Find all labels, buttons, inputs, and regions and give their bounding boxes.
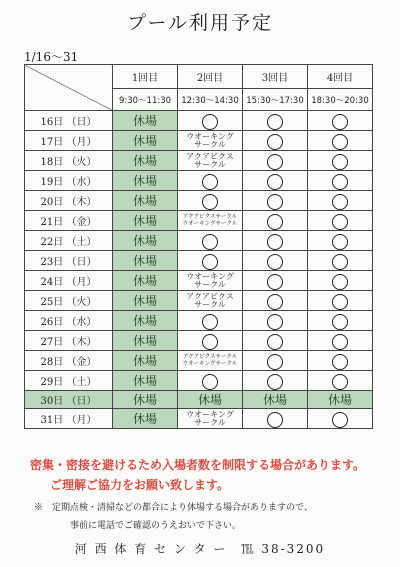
available-circle-icon xyxy=(267,174,283,190)
table-row xyxy=(25,409,373,429)
available-cell xyxy=(308,171,373,191)
closed-cell: 休場 xyxy=(308,391,373,409)
table-row xyxy=(25,131,373,151)
slot-header: 4回目 xyxy=(308,65,373,89)
table-row xyxy=(25,171,373,191)
circle-event-cell xyxy=(178,211,243,231)
available-cell xyxy=(178,251,243,271)
available-circle-icon xyxy=(202,174,218,190)
day-cell: 27日 （木） xyxy=(25,331,113,351)
available-cell xyxy=(308,351,373,371)
available-circle-icon xyxy=(332,314,348,330)
available-circle-icon xyxy=(332,174,348,190)
available-circle-icon xyxy=(332,374,348,390)
available-circle-icon xyxy=(267,412,283,428)
available-cell xyxy=(243,231,308,251)
closed-cell: 休場 xyxy=(113,311,178,331)
notice-line-2: ご理解ご協力をお願い致します。 xyxy=(50,478,230,492)
day-cell: 26日 （水） xyxy=(25,311,113,331)
event-label-line: サークル xyxy=(194,139,226,149)
event-label-line: アクアビクスサークル xyxy=(182,353,238,360)
schedule-body xyxy=(25,111,373,429)
closed-cell: 休場 xyxy=(113,271,178,291)
available-cell xyxy=(308,131,373,151)
closed-cell: 休場 xyxy=(113,171,178,191)
available-cell xyxy=(308,231,373,251)
event-label-line: ウオーキングサークル xyxy=(182,360,238,367)
closed-cell: 休場 xyxy=(113,151,178,171)
available-circle-icon xyxy=(332,334,348,350)
closed-cell: 休場 xyxy=(113,291,178,311)
event-label-line: サークル xyxy=(194,299,226,309)
available-cell xyxy=(178,311,243,331)
available-cell xyxy=(243,251,308,271)
circle-event-cell xyxy=(178,409,243,429)
available-circle-icon xyxy=(332,254,348,270)
available-circle-icon xyxy=(202,314,218,330)
table-row xyxy=(25,371,373,391)
available-circle-icon xyxy=(267,274,283,290)
available-cell xyxy=(243,331,308,351)
available-cell xyxy=(308,151,373,171)
closed-cell: 休場 xyxy=(113,371,178,391)
available-cell xyxy=(243,351,308,371)
day-cell: 19日 （水） xyxy=(25,171,113,191)
available-circle-icon xyxy=(267,294,283,310)
event-label-line: サークル xyxy=(194,279,226,289)
closed-cell: 休場 xyxy=(113,231,178,251)
available-circle-icon xyxy=(267,214,283,230)
available-cell xyxy=(243,371,308,391)
available-circle-icon xyxy=(202,234,218,250)
closed-cell: 休場 xyxy=(113,211,178,231)
event-label-line: サークル xyxy=(194,417,226,427)
event-label-line: ウオーキング xyxy=(186,409,234,419)
available-circle-icon xyxy=(332,214,348,230)
available-circle-icon xyxy=(267,114,283,130)
available-circle-icon xyxy=(332,294,348,310)
available-cell xyxy=(243,409,308,429)
slot-time: 12:30～14:30 xyxy=(178,89,243,111)
event-label-line: ウオーキングサークル xyxy=(182,220,238,227)
table-row xyxy=(25,151,373,171)
day-cell: 20日 （木） xyxy=(25,191,113,211)
closed-cell: 休場 xyxy=(178,391,243,409)
available-cell xyxy=(178,191,243,211)
available-cell xyxy=(243,211,308,231)
available-cell xyxy=(178,171,243,191)
available-circle-icon xyxy=(202,194,218,210)
available-cell xyxy=(243,171,308,191)
available-cell xyxy=(243,311,308,331)
date-range: 1/16～31 xyxy=(24,50,79,64)
available-circle-icon xyxy=(267,354,283,370)
closed-cell: 休場 xyxy=(113,111,178,131)
available-circle-icon xyxy=(332,134,348,150)
day-cell: 22日 （土） xyxy=(25,231,113,251)
day-cell: 23日 （日） xyxy=(25,251,113,271)
note-line-1: ※ 定期点検・清掃などの都合により休場する場合がありますので、 xyxy=(34,503,313,513)
slot-header: 1回目 xyxy=(113,65,178,89)
available-cell xyxy=(178,331,243,351)
circle-event-cell xyxy=(178,291,243,311)
day-cell: 17日 （月） xyxy=(25,131,113,151)
closed-cell: 休場 xyxy=(113,391,178,409)
day-cell: 31日 （月） xyxy=(25,409,113,429)
table-row xyxy=(25,111,373,131)
slot-header: 2回目 xyxy=(178,65,243,89)
table-row xyxy=(25,211,373,231)
closed-cell: 休場 xyxy=(113,409,178,429)
available-cell xyxy=(308,271,373,291)
closed-cell: 休場 xyxy=(113,331,178,351)
day-cell: 25日 （火） xyxy=(25,291,113,311)
available-cell xyxy=(178,111,243,131)
closed-cell: 休場 xyxy=(113,191,178,211)
available-circle-icon xyxy=(202,374,218,390)
available-cell xyxy=(308,409,373,429)
available-circle-icon xyxy=(267,234,283,250)
available-cell xyxy=(243,271,308,291)
closed-cell: 休場 xyxy=(113,351,178,371)
available-circle-icon xyxy=(267,194,283,210)
circle-event-cell xyxy=(178,351,243,371)
available-circle-icon xyxy=(267,314,283,330)
available-cell xyxy=(308,251,373,271)
available-circle-icon xyxy=(332,354,348,370)
available-cell xyxy=(308,371,373,391)
event-label-line: ウオーキング xyxy=(186,271,234,281)
available-circle-icon xyxy=(332,274,348,290)
table-row xyxy=(25,291,373,311)
available-circle-icon xyxy=(267,134,283,150)
available-circle-icon xyxy=(267,374,283,390)
available-cell xyxy=(308,291,373,311)
closed-cell: 休場 xyxy=(113,131,178,151)
available-cell xyxy=(243,291,308,311)
available-circle-icon xyxy=(332,114,348,130)
event-label-line: アクアビクス xyxy=(186,291,234,301)
table-row xyxy=(25,351,373,371)
available-circle-icon xyxy=(332,234,348,250)
day-cell: 28日 （金） xyxy=(25,351,113,371)
event-label-line: アクアビクスサークル xyxy=(182,213,238,220)
closed-cell: 休場 xyxy=(113,251,178,271)
table-row xyxy=(25,271,373,291)
table-row xyxy=(25,391,373,409)
circle-event-cell xyxy=(178,131,243,151)
day-cell: 16日 （日） xyxy=(25,111,113,131)
available-circle-icon xyxy=(332,412,348,428)
slot-time: 15:30～17:30 xyxy=(243,89,308,111)
page-title: プール利用予定 xyxy=(126,12,274,34)
available-circle-icon xyxy=(267,334,283,350)
day-cell: 24日 （月） xyxy=(25,271,113,291)
day-cell: 30日 （日） xyxy=(25,391,113,409)
available-cell xyxy=(243,111,308,131)
available-cell xyxy=(308,331,373,351)
table-row xyxy=(25,231,373,251)
notice-line-1: 密集・密接を避けるため入場者数を制限する場合があります。 xyxy=(30,458,366,472)
table-row xyxy=(25,191,373,211)
available-circle-icon xyxy=(332,154,348,170)
available-cell xyxy=(308,311,373,331)
slot-time: 9:30～11:30 xyxy=(113,89,178,111)
slot-header: 3回目 xyxy=(243,65,308,89)
available-circle-icon xyxy=(267,254,283,270)
table-row xyxy=(25,311,373,331)
pool-schedule-table xyxy=(24,64,373,429)
table-row xyxy=(25,251,373,271)
available-cell xyxy=(243,131,308,151)
available-circle-icon xyxy=(202,334,218,350)
table-row xyxy=(25,331,373,351)
circle-event-cell xyxy=(178,271,243,291)
event-label-line: ウオーキング xyxy=(186,131,234,141)
available-cell xyxy=(178,371,243,391)
available-cell xyxy=(308,111,373,131)
footer-contact: 河 西 体 育 セ ン タ ー ℡ 38-3200 xyxy=(74,542,326,556)
day-cell: 29日 （土） xyxy=(25,371,113,391)
available-circle-icon xyxy=(202,114,218,130)
event-label-line: サークル xyxy=(194,159,226,169)
available-cell xyxy=(243,151,308,171)
note-line-2: 事前に電話でご確認のうえおいで下さい。 xyxy=(70,521,242,531)
closed-cell: 休場 xyxy=(243,391,308,409)
day-cell: 21日 （金） xyxy=(25,211,113,231)
available-circle-icon xyxy=(202,254,218,270)
available-cell xyxy=(308,191,373,211)
available-circle-icon xyxy=(332,194,348,210)
slot-time: 18:30～20:30 xyxy=(308,89,373,111)
circle-event-cell xyxy=(178,151,243,171)
available-cell xyxy=(308,211,373,231)
available-cell xyxy=(243,191,308,211)
event-label-line: アクアビクス xyxy=(186,151,234,161)
available-cell xyxy=(178,231,243,251)
day-cell: 18日 （火） xyxy=(25,151,113,171)
available-circle-icon xyxy=(267,154,283,170)
corner-cell xyxy=(25,65,113,111)
